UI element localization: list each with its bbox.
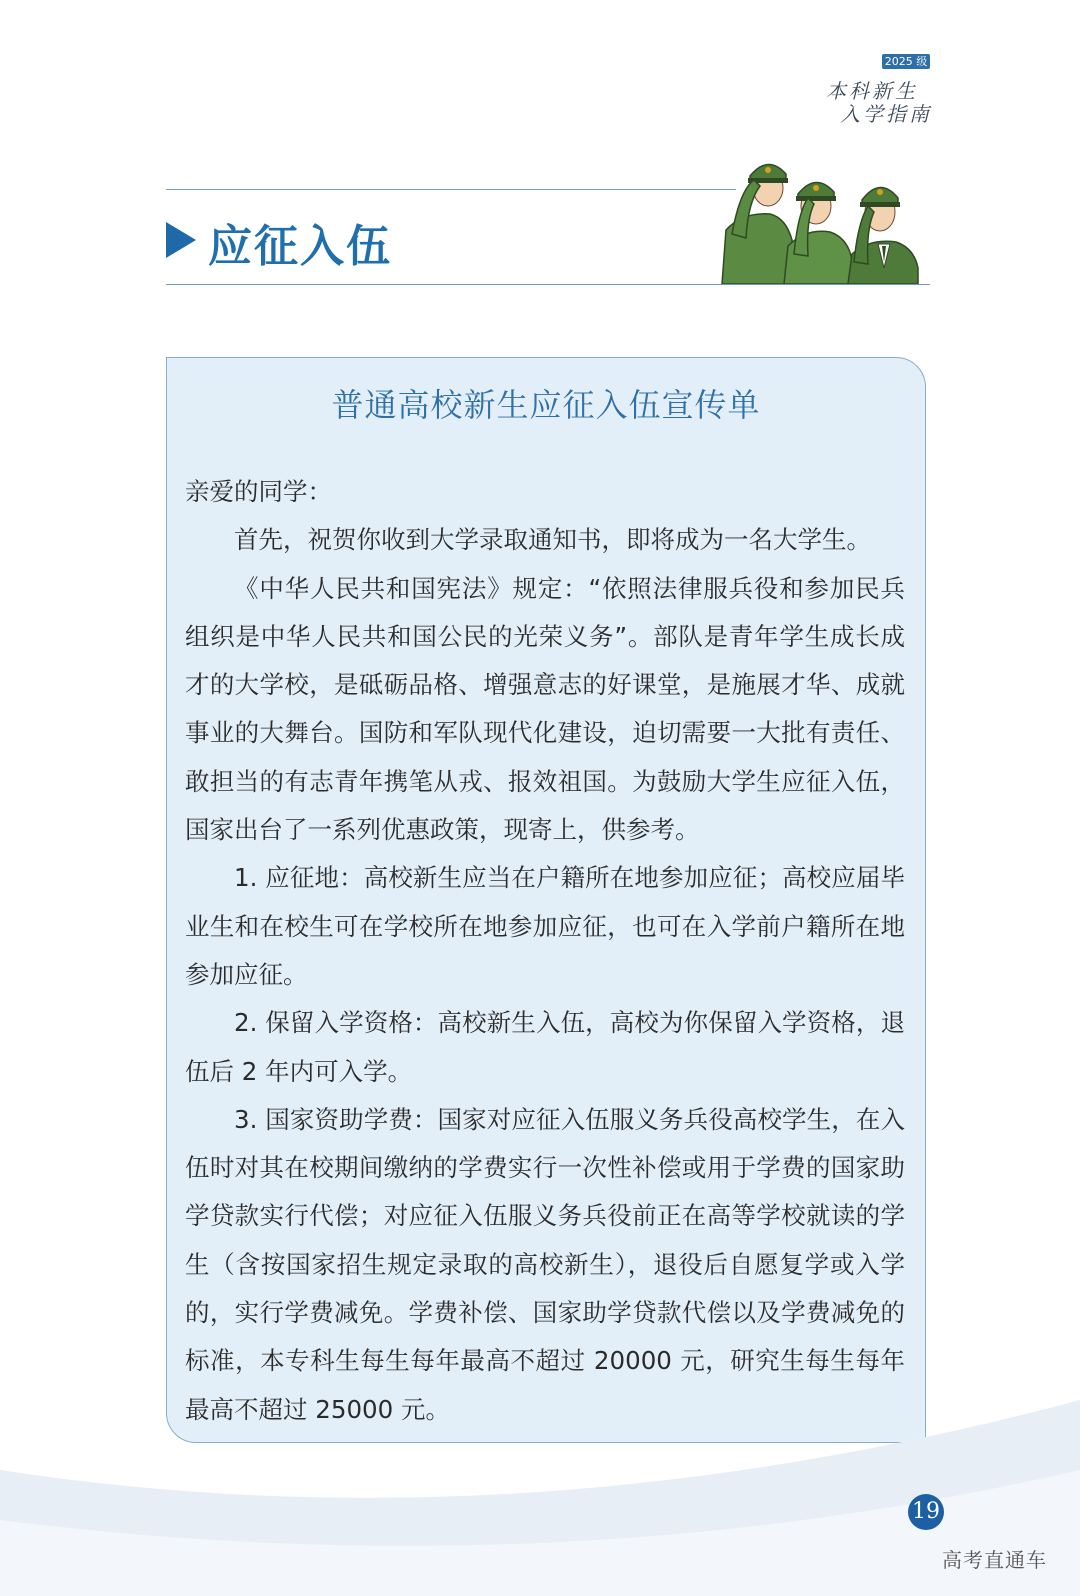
header-bottom-rule: [166, 284, 930, 285]
guide-title-line2: 入学指南: [840, 102, 932, 126]
grade-badge: 2025 级: [882, 54, 930, 69]
soldier-right: [848, 187, 918, 284]
guide-title-line1: 本科新生: [826, 79, 918, 103]
leaflet-paragraph: 首先，祝贺你收到大学录取通知书，即将成为一名大学生。: [234, 525, 871, 555]
source-watermark: 高考直通车: [942, 1548, 1047, 1572]
section-title: 应征入伍: [208, 221, 392, 272]
recruitment-leaflet-card: [166, 357, 926, 1443]
play-triangle-icon: [166, 222, 196, 258]
leaflet-paragraph: 《中华人民共和国宪法》规定：“依照法律服兵役和参加民兵组织是中华人民共和国公民的光荣义务”。部队是青年学生成长成才的大学校，是砥砺品格、增强意志的好课堂，是施展才华、成就事业的大舞台。国防和军队现代化建设，迫切需要一大批有责任、敢担当的有志青年携笔从戎、报效祖国。为鼓励大学生应征入伍，国家出台了一系列优惠政策，现寄上，供参考。: [185, 573, 905, 845]
saluting-soldiers-illustration: [712, 150, 930, 284]
header-top-rule: [166, 189, 736, 190]
leaflet-paragraph: 3. 国家资助学费：国家对应征入伍服义务兵役高校学生，在入伍时对其在校期间缴纳的学费实行一次性补偿或用于学费的国家助学贷款实行代偿；对应征入伍服义务兵役前正在高等学校就读的学生（含按国家招生规定录取的高校新生），退役后自愿复学或入学的，实行学费减免。学费补偿、国家助学贷款代偿以及学费减免的标准，本专科生每生每年最高不超过 20000 元，研究生每生每年最高不超过 25000 元。: [185, 1104, 905, 1424]
leaflet-title: 普通高校新生应征入伍宣传单: [331, 386, 761, 424]
leaflet-paragraph: 1. 应征地：高校新生应当在户籍所在地参加应征；高校应届毕业生和在校生可在学校所在地参加应征，也可在入学前户籍所在地参加应征。: [185, 863, 905, 989]
leaflet-body: [185, 468, 905, 1434]
leaflet-paragraph: 2. 保留入学资格：高校新生入伍，高校为你保留入学资格，退伍后 2 年内可入学。: [185, 1008, 905, 1086]
leaflet-greeting: 亲爱的同学：: [185, 477, 332, 506]
soldier-middle: [784, 182, 852, 284]
soldier-left: [722, 164, 794, 284]
page-number: 19: [908, 1494, 944, 1530]
